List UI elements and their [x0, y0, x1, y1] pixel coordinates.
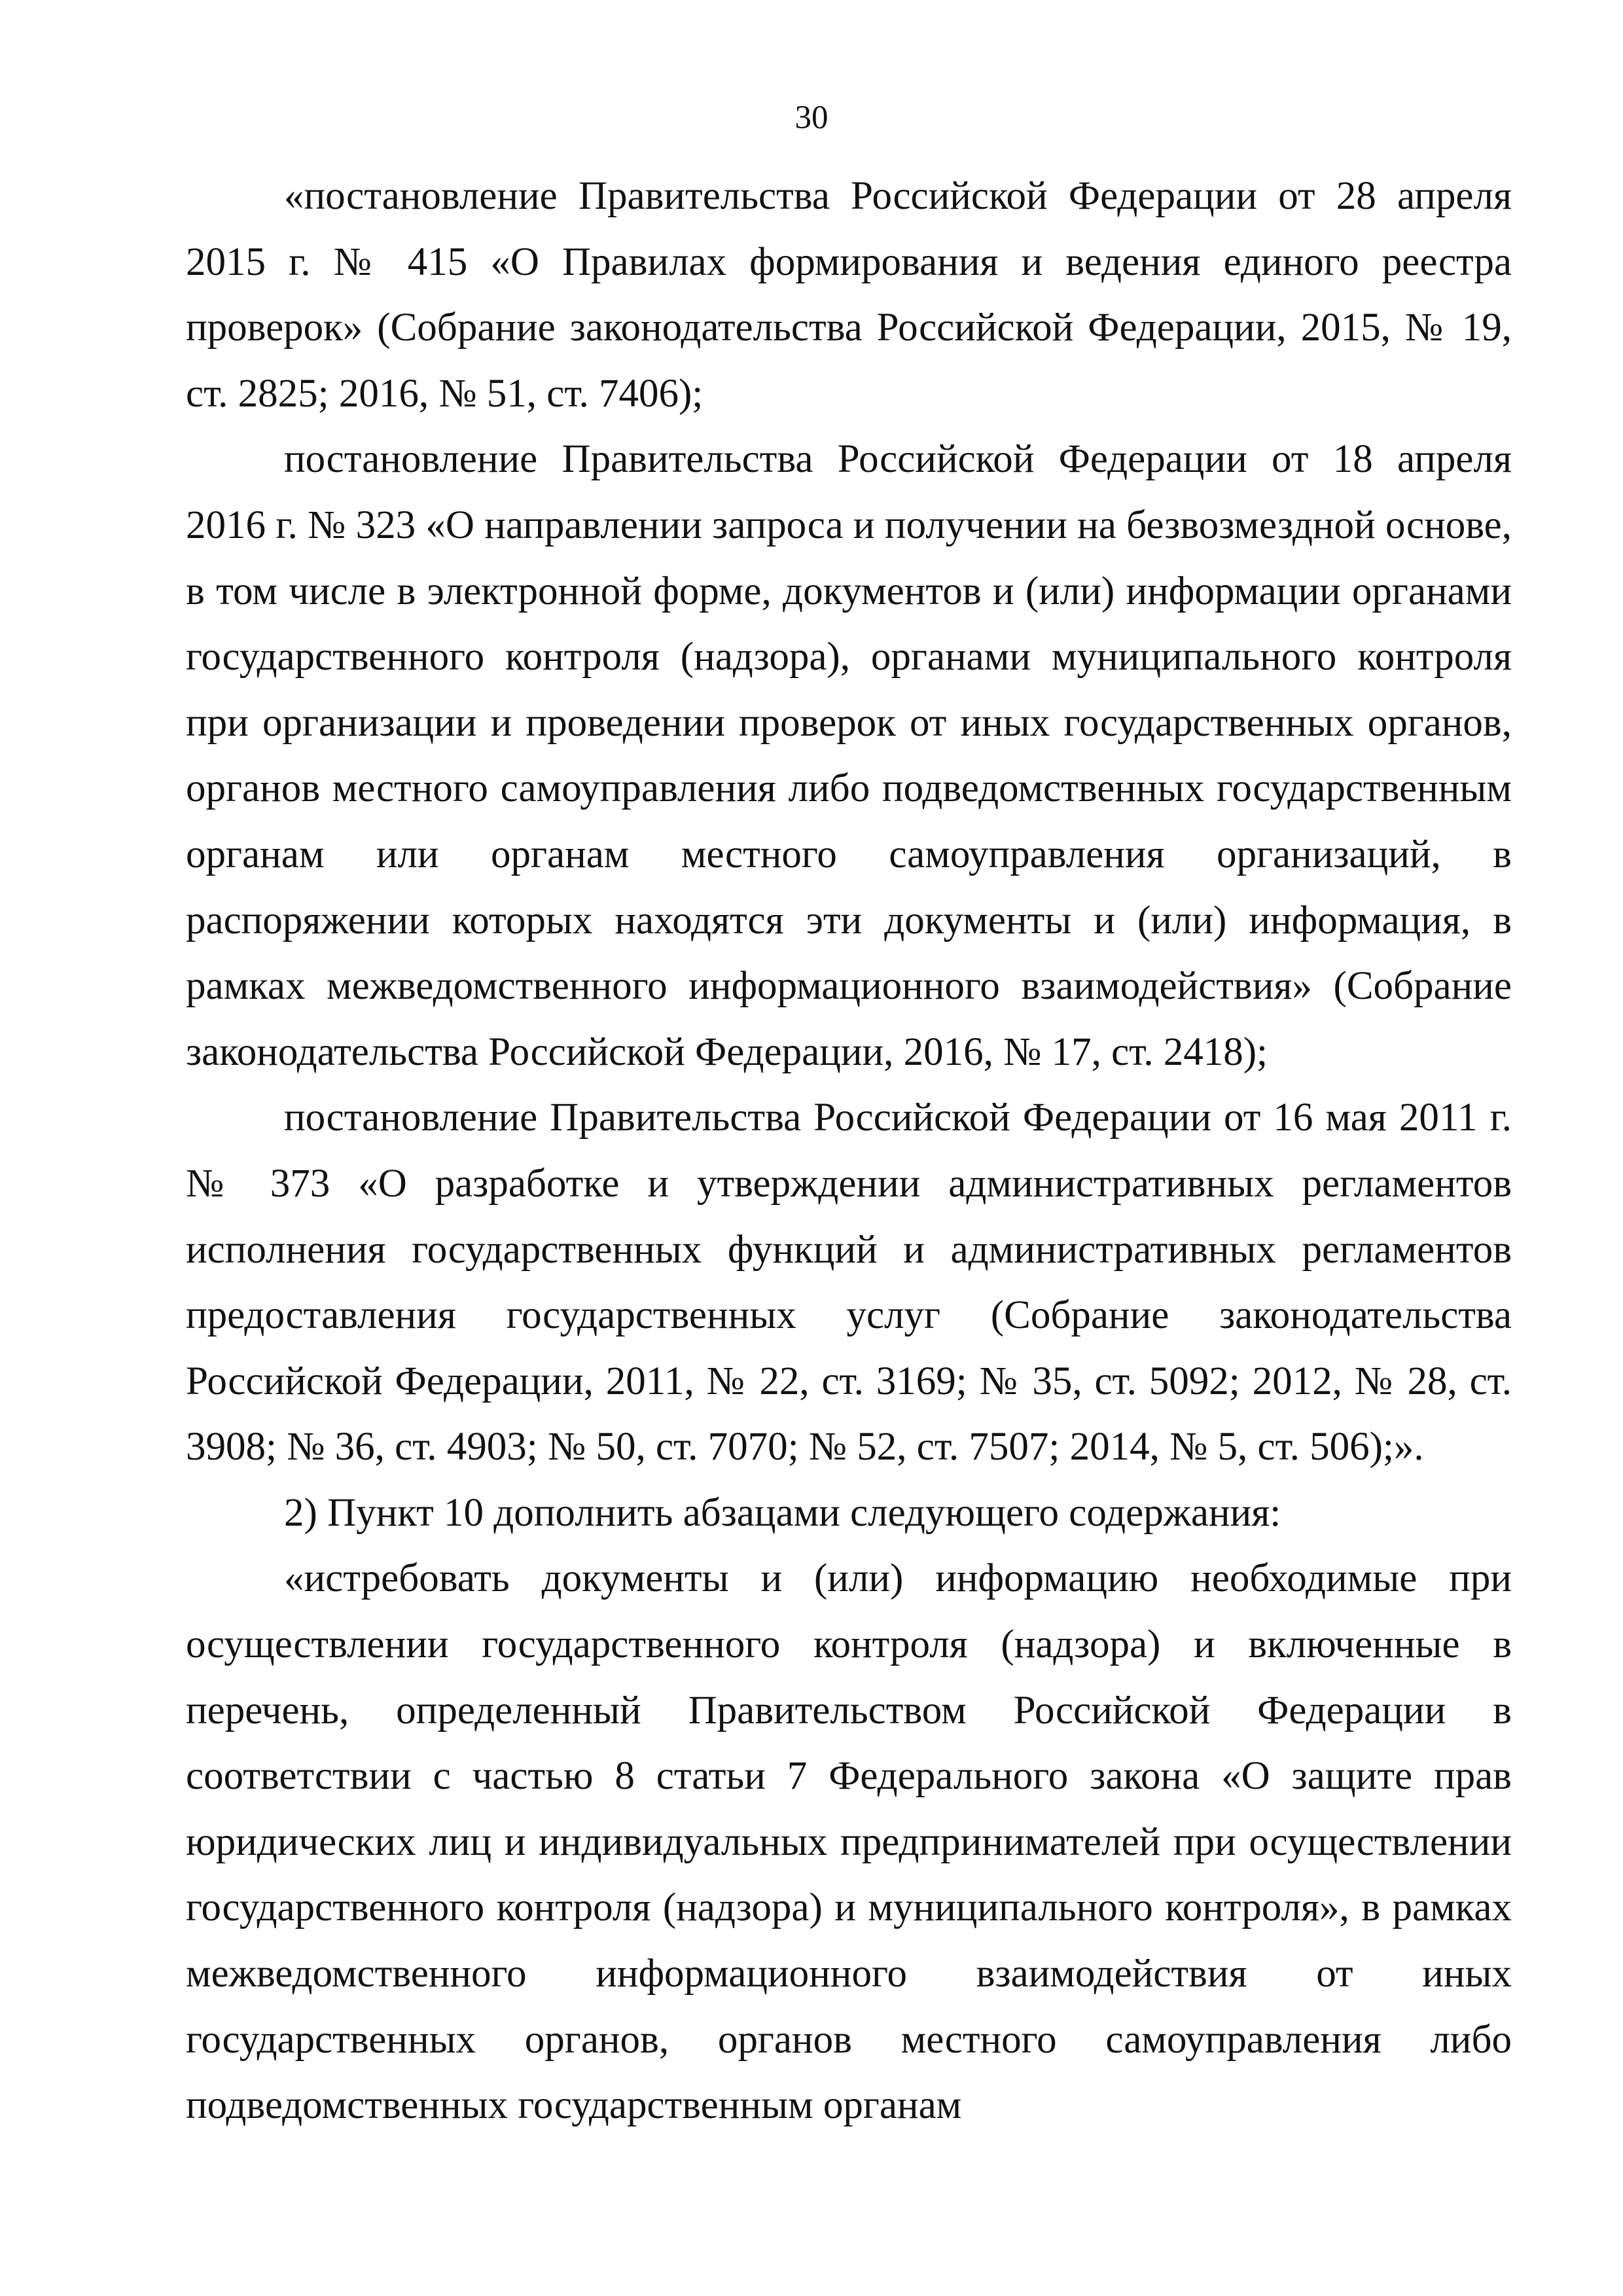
paragraph-request-documents: «истребовать документы и (или) информацию необходимые при осуществлении государственного контроля (надзора) и включенные в перечень, определенный Правительством Российской Федерации в соответствии с частью 8 статьи 7 Федерального закона «О защите прав юридических лиц и индивидуальных предпринимателей при осуществлении государственного контроля (надзора) и муниципального контроля», в рамках межведомственного информационного взаимодействия от иных государственных органов, органов местного самоуправления либо подведомственных государственным органам: [186, 1556, 1512, 2128]
paragraph-ref-2016-323: постановление Правительства Российской Федерации от 18 апреля 2016 г. № 323 «О направлении запроса и получении на безвозмездной основе, в том числе в электронной форме, документов и (или) информации органами государственного контроля (надзора), органами муниципального контроля при организации и проведении проверок от иных государственных органов, органов местного самоуправления либо подведомственных государственным органам или органам местного самоуправления организаций, в распоряжении которых находятся эти документы и (или) информация, в рамках межведомственного информационного взаимодействия» (Собрание законодательства Российской Федерации, 2016, № 17, ст. 2418);: [186, 437, 1512, 1074]
paragraph-ref-2015-415: «постановление Правительства Российской Федерации от 28 апреля 2015 г. № 415 «О Правилах формирования и ведения единого реестра проверок» (Собрание законодательства Российской Федерации, 2015, № 19, ст. 2825; 2016, № 51, ст. 7406);: [186, 174, 1512, 416]
page-number: 30: [794, 99, 829, 136]
paragraph-ref-2011-373: постановление Правительства Российской Федерации от 16 мая 2011 г. № 373 «О разработке и утверждении административных регламентов исполнения государственных функций и административных регламентов предоставления государственных услуг (Собрание законодательства Российской Федерации, 2011, № 22, ст. 3169; № 35, ст. 5092; 2012, № 28, ст. 3908; № 36, ст. 4903; № 50, ст. 7070; № 52, ст. 7507; 2014, № 5, ст. 506);».: [186, 1096, 1512, 1469]
document-body: [186, 164, 1512, 2139]
paragraph-item-2: 2) Пункт 10 дополнить абзацами следующего содержания:: [284, 1490, 1281, 1535]
